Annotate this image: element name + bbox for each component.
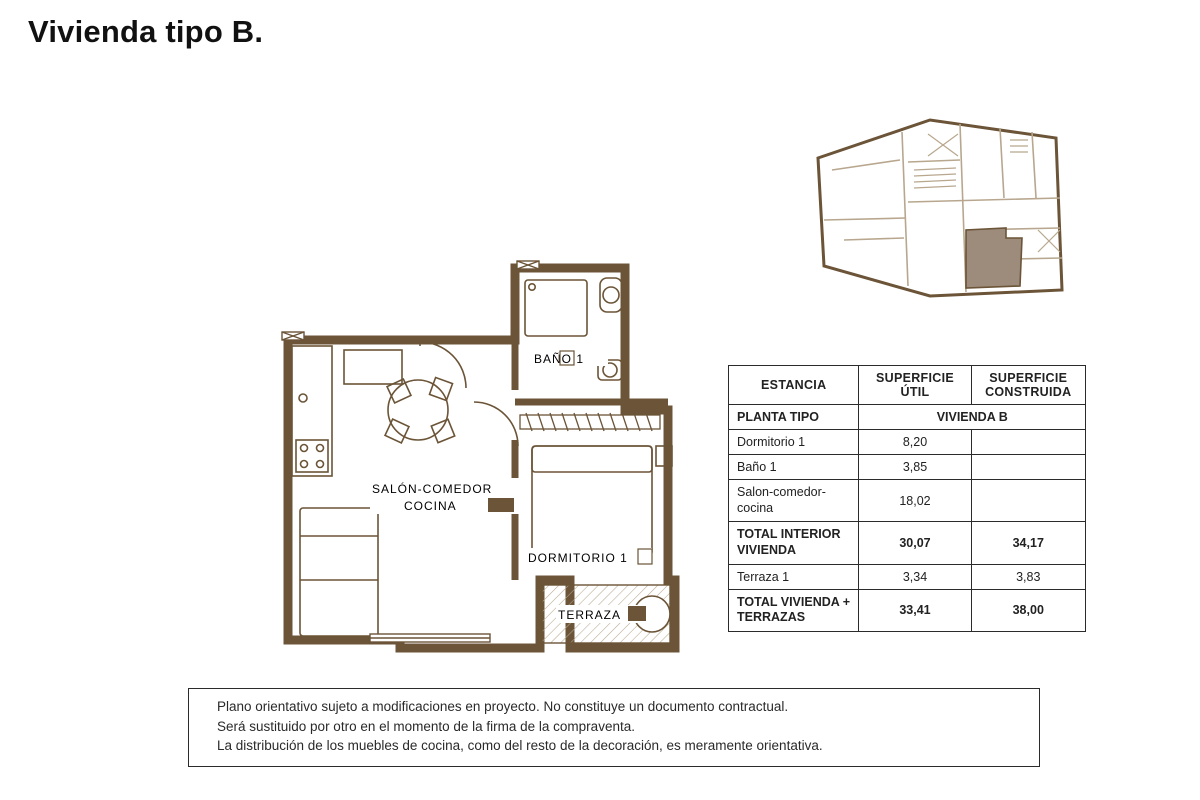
table-row: [729, 480, 1086, 522]
row-util: 33,41: [859, 589, 971, 631]
table-row: [729, 589, 1086, 631]
subheader-value: VIVIENDA B: [859, 405, 1086, 430]
key-plan: [810, 110, 1080, 310]
row-construida: 3,83: [971, 564, 1085, 589]
row-estancia: Baño 1: [729, 455, 859, 480]
disclaimer-line-3: La distribución de los muebles de cocina, como del resto de la decoración, es meramente orientativa.: [217, 738, 823, 754]
row-util: 3,85: [859, 455, 971, 480]
floor-plan: [270, 250, 690, 670]
wardrobe: [520, 413, 660, 431]
header-superficie-util: [859, 366, 971, 405]
table-header-row: [729, 366, 1086, 405]
row-util: 18,02: [859, 480, 971, 522]
row-util: 3,34: [859, 564, 971, 589]
key-plan-svg: [810, 110, 1080, 310]
row-util: 30,07: [859, 522, 971, 564]
row-construida: 38,00: [971, 589, 1085, 631]
row-estancia: Dormitorio 1: [729, 430, 859, 455]
subheader-label: PLANTA TIPO: [729, 405, 859, 430]
header-util-line1: SUPERFICIE: [875, 371, 954, 385]
table-subheader-row: [729, 405, 1086, 430]
row-estancia: TOTAL VIVIENDA + TERRAZAS: [729, 589, 859, 631]
row-construida: [971, 480, 1085, 522]
row-estancia: Terraza 1: [729, 564, 859, 589]
label-cocina: COCINA: [404, 499, 457, 513]
table-row: [729, 430, 1086, 455]
row-util: 8,20: [859, 430, 971, 455]
table-row: [729, 564, 1086, 589]
row-estancia: TOTAL INTERIOR VIVIENDA: [729, 522, 859, 564]
disclaimer-box: [188, 688, 1040, 767]
header-superficie-construida: [971, 366, 1085, 405]
row-construida: [971, 455, 1085, 480]
surface-table: [728, 365, 1086, 632]
label-terraza: TERRAZA: [558, 608, 622, 622]
disclaimer-line-2: Será sustituido por otro en el momento de la firma de la compraventa.: [217, 718, 635, 734]
label-dormitorio: DORMITORIO 1: [528, 551, 628, 565]
header-estancia: ESTANCIA: [729, 366, 859, 405]
header-construida-line1: SUPERFICIE: [989, 371, 1068, 385]
table-row: [729, 522, 1086, 564]
row-estancia: Salon-comedor-cocina: [729, 480, 859, 522]
label-salon-comedor: SALÓN-COMEDOR: [372, 482, 493, 496]
disclaimer-line-1: Plano orientativo sujeto a modificaciones en proyecto. No constituye un documento contractual.: [217, 699, 789, 714]
row-construida: [971, 430, 1085, 455]
row-construida: 34,17: [971, 522, 1085, 564]
table-row: [729, 455, 1086, 480]
label-bano: BAÑO 1: [534, 352, 585, 366]
header-construida-line2: CONSTRUIDA: [985, 385, 1072, 399]
window-living: [282, 332, 304, 340]
page-title: Vivienda tipo B.: [28, 14, 264, 49]
floor-plan-svg: [270, 250, 690, 670]
header-util-line2: ÚTIL: [900, 385, 930, 399]
window-bathroom: [517, 261, 539, 269]
